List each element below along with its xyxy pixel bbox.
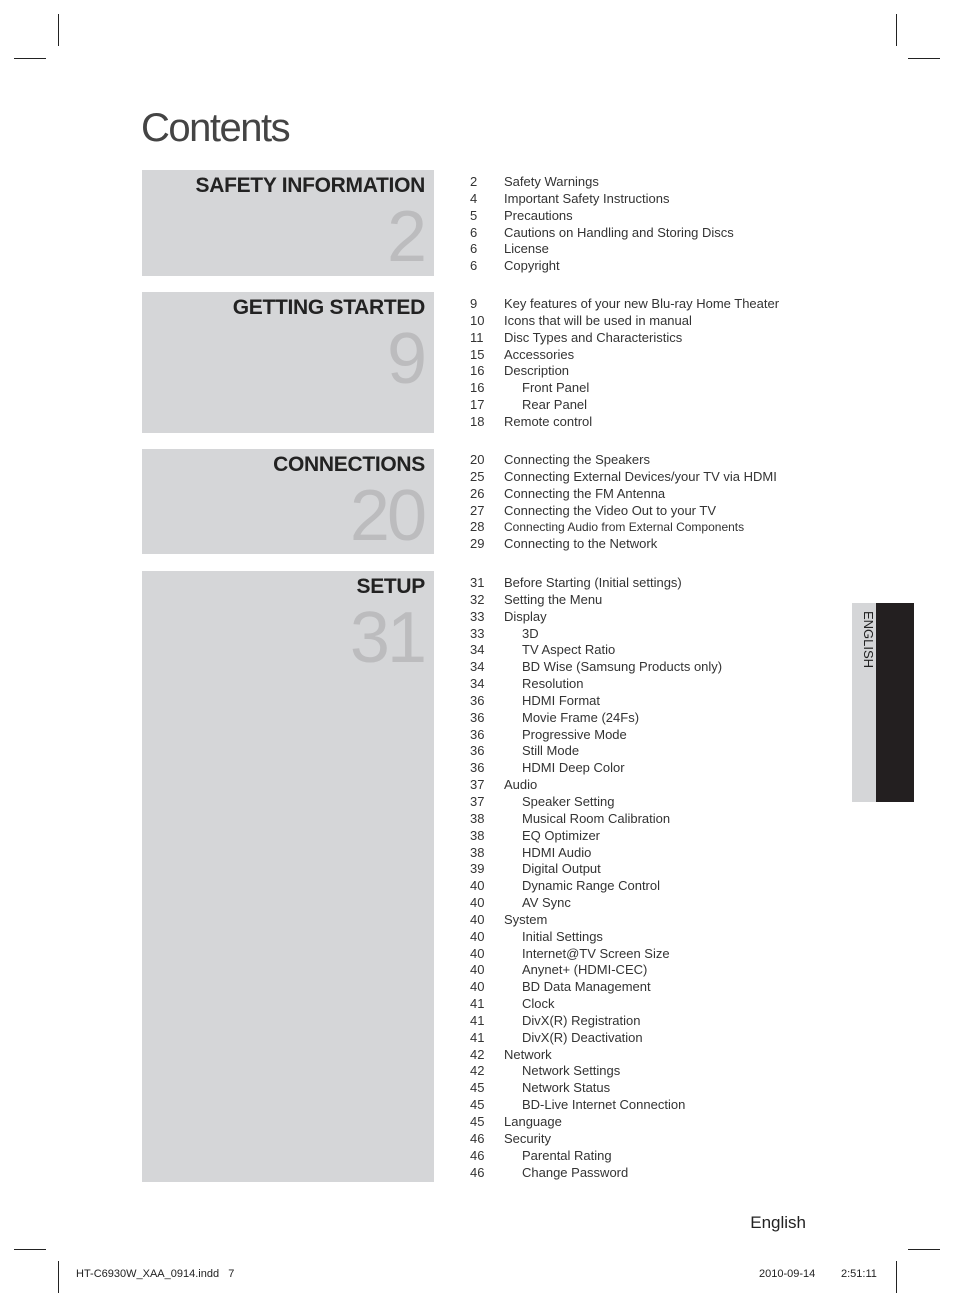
crop-mark [58, 1261, 59, 1293]
toc-entry-label: Connecting the Video Out to your TV [504, 502, 716, 518]
toc-entry-label: Disc Types and Characteristics [504, 329, 683, 345]
toc-page-number: 34 [470, 659, 485, 675]
toc-entry-label: Connecting Audio from External Components [504, 520, 745, 535]
toc-entry-label: HDMI Format [522, 692, 600, 708]
toc-entry-label: DivX(R) Deactivation [522, 1029, 643, 1045]
crop-mark [908, 58, 940, 59]
toc-entry-label: BD-Live Internet Connection [522, 1097, 686, 1113]
toc-entry-label: HDMI Audio [522, 844, 592, 860]
crop-mark [58, 14, 59, 46]
toc-page-number: 42 [470, 1063, 485, 1079]
toc-entry-label: Movie Frame (24Fs) [522, 709, 640, 725]
toc-page-number: 33 [470, 608, 485, 624]
toc-entry-label: Before Starting (Initial settings) [504, 575, 682, 590]
toc-page-number: 6 [470, 241, 478, 257]
toc-entry-label: Setting the Menu [504, 591, 603, 607]
toc-entry-label: Safety Warnings [504, 174, 599, 189]
toc-page-number: 25 [470, 468, 485, 484]
toc-entry-label: Internet@TV Screen Size [522, 945, 670, 961]
toc-entry-label: Progressive Mode [522, 726, 627, 742]
toc-page-number: 15 [470, 346, 485, 362]
toc-page-number: 31 [470, 575, 485, 590]
toc-page-number: 46 [470, 1147, 485, 1163]
toc-entry-label: Musical Room Calibration [522, 810, 671, 826]
toc-page-number: 42 [470, 1046, 485, 1062]
toc-page-number: 46 [470, 1164, 485, 1180]
toc-entry-label: BD Wise (Samsung Products only) [522, 659, 723, 675]
toc-entry-label: Network Settings [522, 1063, 621, 1079]
toc-page-number: 20 [470, 452, 485, 467]
toc-entry-label: Key features of your new Blu-ray Home Theater [504, 296, 780, 311]
toc-page-number: 37 [470, 793, 485, 809]
toc-page-number: 16 [470, 363, 485, 379]
toc-entry-label: Accessories [504, 346, 575, 362]
toc-page-number: 18 [470, 413, 485, 429]
toc-entry-label: DivX(R) Registration [522, 1012, 641, 1028]
toc-page-number: 45 [470, 1097, 485, 1113]
toc-page-number: 32 [470, 591, 485, 607]
toc-entry-label: Clock [522, 996, 555, 1012]
toc-page-number: 36 [470, 743, 485, 759]
toc-entry-label: Description [504, 363, 570, 379]
toc-page-number: 11 [470, 329, 484, 345]
toc-page-number: 41 [470, 1012, 485, 1028]
toc-page-number: 5 [470, 207, 478, 223]
toc-page-number: 6 [470, 224, 478, 240]
toc-page-number: 16 [470, 380, 485, 396]
toc-entry-label: Anynet+ (HDMI-CEC) [522, 962, 648, 978]
toc-entry-label: Network [504, 1046, 552, 1062]
toc-page-number: 40 [470, 928, 485, 944]
toc-page-number: 28 [470, 519, 485, 535]
toc-page-number: 40 [470, 945, 485, 961]
toc-page-number: 36 [470, 709, 485, 725]
toc-entry-label: Display [504, 608, 547, 624]
toc-entry-label: AV Sync [522, 895, 571, 911]
toc-entry-label: Important Safety Instructions [504, 190, 670, 206]
toc-page-number: 38 [470, 810, 485, 826]
print-date: 2010-09-14 [759, 1268, 816, 1280]
section-box-connections [142, 449, 434, 554]
section-box-safety-information [142, 170, 434, 276]
toc-entry-label: BD Data Management [522, 979, 651, 995]
toc-entry-label: Connecting the Speakers [504, 452, 650, 467]
toc-entry-label: Digital Output [522, 861, 601, 877]
toc-page-number: 40 [470, 962, 485, 978]
section-number: 20 [349, 476, 424, 556]
toc-entry-label: Rear Panel [522, 397, 588, 413]
toc-page-number: 45 [470, 1080, 485, 1096]
toc-page-number: 26 [470, 485, 485, 501]
toc-entry-label: License [504, 241, 549, 257]
toc-page-number: 6 [470, 258, 478, 274]
language-tab-marker [876, 603, 914, 802]
toc-entry-label: Copyright [504, 258, 560, 274]
toc-entry-label: Resolution [522, 676, 584, 692]
toc-page-number: 36 [470, 760, 485, 776]
toc-page-number: 17 [470, 397, 485, 413]
section-number: 9 [386, 319, 424, 399]
footer-language: English [750, 1213, 806, 1232]
toc-page-number: 34 [470, 642, 485, 658]
print-file-info: HT-C6930W_XAA_0914.indd 7 [76, 1268, 235, 1280]
toc-page-number: 40 [470, 878, 485, 894]
toc-page-number: 34 [470, 676, 485, 692]
toc-entry-label: Icons that will be used in manual [504, 312, 692, 328]
toc-page-number: 40 [470, 911, 485, 927]
toc-page-number: 2 [470, 174, 478, 189]
toc-entry-label: Still Mode [522, 743, 580, 759]
toc-entry-label: Audio [504, 777, 538, 793]
toc-entry-label: Security [504, 1130, 551, 1146]
toc-entry-label: System [504, 911, 548, 927]
section-title: SAFETY INFORMATION [195, 174, 425, 197]
toc-page-number: 46 [470, 1130, 485, 1146]
language-tab-label: ENGLISH [861, 611, 876, 669]
toc-entry-label: Cautions on Handling and Storing Discs [504, 224, 734, 240]
toc-page-number: 10 [470, 312, 485, 328]
toc-entry-label: Dynamic Range Control [522, 878, 661, 894]
page-title: Contents [141, 106, 290, 150]
toc-page-number: 41 [470, 1029, 485, 1045]
toc-page-number: 36 [470, 726, 485, 742]
toc-page-number: 37 [470, 777, 485, 793]
toc-page-number: 36 [470, 692, 485, 708]
toc-page-number: 9 [470, 296, 478, 311]
section-box-setup [142, 571, 434, 1182]
toc-page-number: 39 [470, 861, 485, 877]
toc-page-number: 4 [470, 190, 478, 206]
print-time: 2:51:11 [841, 1268, 877, 1280]
toc-page-number: 41 [470, 996, 485, 1012]
toc-page-number: 38 [470, 827, 485, 843]
toc-entry-label: Front Panel [522, 380, 590, 396]
toc-page-number: 33 [470, 625, 485, 641]
toc-entry-label: Connecting to the Network [504, 536, 658, 552]
toc-page-number: 29 [470, 536, 485, 552]
toc-page-number: 27 [470, 502, 485, 518]
toc-entry-label: Remote control [504, 413, 593, 429]
toc-page-number: 38 [470, 844, 485, 860]
toc-page-number: 40 [470, 979, 485, 995]
toc-page-number: 45 [470, 1114, 485, 1129]
toc-entry-label: Precautions [504, 207, 573, 223]
toc-entry-label: Initial Settings [522, 928, 603, 944]
toc-entry-label: Change Password [522, 1164, 629, 1180]
toc-entry-label: TV Aspect Ratio [522, 642, 616, 658]
section-title: SETUP [356, 575, 425, 598]
toc-page-number: 40 [470, 895, 485, 911]
crop-mark [896, 1261, 897, 1293]
section-title: CONNECTIONS [273, 453, 425, 476]
section-number: 31 [349, 598, 424, 678]
crop-mark [896, 14, 897, 46]
toc-entry-label: EQ Optimizer [522, 827, 601, 843]
section-box-getting-started [142, 292, 434, 433]
crop-mark [908, 1249, 940, 1250]
toc-entry-label: Speaker Setting [522, 793, 615, 809]
toc-entry-label: Language [504, 1114, 562, 1129]
section-number: 2 [386, 197, 424, 277]
toc-entry-label: Parental Rating [522, 1147, 612, 1163]
crop-mark [14, 1249, 46, 1250]
toc-entry-label: Connecting the FM Antenna [504, 485, 666, 501]
section-title: GETTING STARTED [232, 296, 425, 319]
toc-entry-label: 3D [522, 625, 539, 641]
crop-mark [14, 58, 46, 59]
toc-entry-label: HDMI Deep Color [522, 760, 625, 776]
toc-entry-label: Network Status [522, 1080, 611, 1096]
toc-entry-label: Connecting External Devices/your TV via HDMI [504, 468, 777, 484]
